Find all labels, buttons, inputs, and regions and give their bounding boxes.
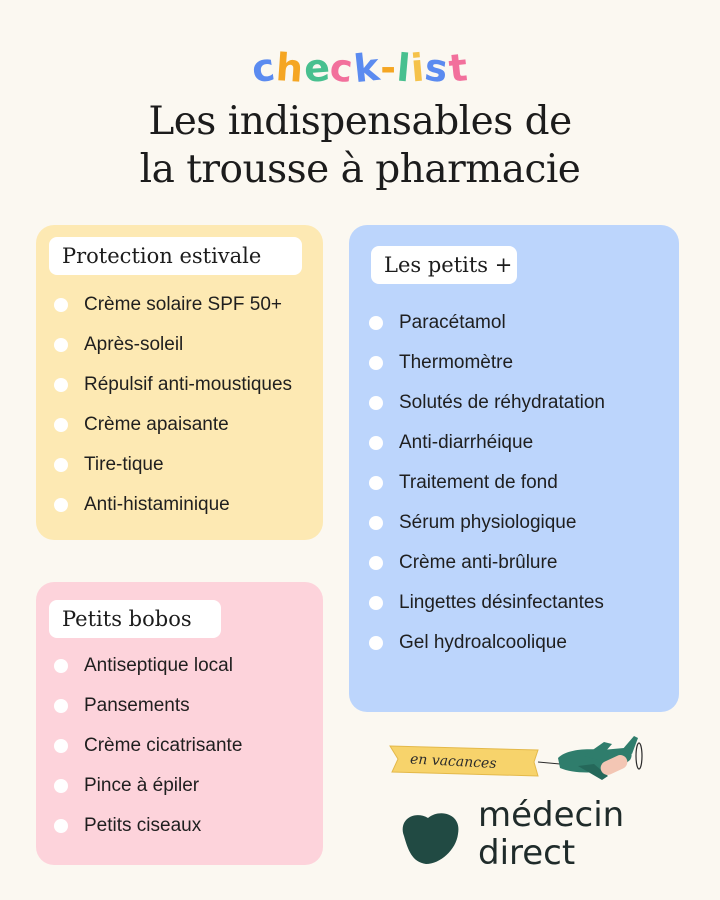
title-line-1: Les indispensables de xyxy=(148,99,572,144)
kicker-letter: i xyxy=(409,45,428,91)
small-injuries-card xyxy=(36,582,323,865)
checklist-item xyxy=(369,343,605,383)
vacation-plane-banner xyxy=(388,728,650,788)
small-injuries-list xyxy=(54,646,242,846)
bullet-circle-icon xyxy=(54,739,68,753)
checklist-item-label: Crème apaisante xyxy=(84,414,229,435)
kicker-letter: k xyxy=(351,44,383,92)
bullet-circle-icon xyxy=(54,779,68,793)
summer-protection-card xyxy=(36,225,323,540)
checklist-item-label: Anti-histaminique xyxy=(84,494,230,515)
checklist-item-label: Répulsif anti-moustiques xyxy=(84,374,293,395)
checklist-kicker xyxy=(0,44,720,92)
checklist-item xyxy=(54,445,292,485)
bullet-circle-icon xyxy=(54,378,68,392)
title-line-2: la trousse à pharmacie xyxy=(139,147,581,192)
kicker-letter: e xyxy=(302,45,332,91)
checklist-item-label: Pince à épiler xyxy=(84,775,200,796)
checklist-item-label: Petits ciseaux xyxy=(84,815,202,836)
kicker-letter: h xyxy=(274,45,306,91)
checklist-item xyxy=(54,726,242,766)
kicker-letter: t xyxy=(446,45,471,91)
checklist-item-label: Solutés de réhydratation xyxy=(399,392,605,413)
small-injuries-title: Petits bobos xyxy=(49,600,221,638)
bullet-circle-icon xyxy=(54,338,68,352)
bullet-circle-icon xyxy=(369,556,383,570)
checklist-item xyxy=(54,365,292,405)
checklist-item-label: Thermomètre xyxy=(399,352,514,373)
summer-protection-title: Protection estivale xyxy=(49,237,302,275)
brand-line-2: direct xyxy=(478,833,576,873)
checklist-item-label: Paracétamol xyxy=(399,312,506,333)
checklist-item-label: Pansements xyxy=(84,695,190,716)
kicker-letter: c xyxy=(328,44,357,92)
checklist-item xyxy=(369,623,605,663)
checklist-item-label: Crème solaire SPF 50+ xyxy=(84,294,282,315)
checklist-item-label: Crème anti-brûlure xyxy=(399,552,558,573)
checklist-item-label: Traitement de fond xyxy=(399,472,558,493)
checklist-item xyxy=(54,646,242,686)
bullet-circle-icon xyxy=(369,516,383,530)
brand-name xyxy=(478,796,624,872)
bullet-circle-icon xyxy=(54,418,68,432)
checklist-item xyxy=(369,303,605,343)
checklist-item-label: Sérum physiologique xyxy=(399,512,577,533)
bullet-circle-icon xyxy=(54,458,68,472)
checklist-item xyxy=(369,383,605,423)
bullet-circle-icon xyxy=(369,436,383,450)
checklist-item xyxy=(54,285,292,325)
brand-logo xyxy=(396,796,666,876)
checklist-item xyxy=(54,766,242,806)
bullet-circle-icon xyxy=(54,498,68,512)
page-title xyxy=(0,98,720,194)
bullet-circle-icon xyxy=(369,356,383,370)
kicker-letter: c xyxy=(249,44,279,92)
summer-protection-list xyxy=(54,285,292,525)
checklist-item xyxy=(54,806,242,846)
airplane-icon xyxy=(558,736,642,780)
checklist-item-label: Anti-diarrhéique xyxy=(399,432,534,453)
extras-list xyxy=(369,303,605,663)
heart-logo-icon xyxy=(396,806,466,868)
ribbon-banner xyxy=(390,746,538,776)
checklist-item-label: Gel hydroalcoolique xyxy=(399,632,567,653)
brand-line-1: médecin xyxy=(478,795,625,835)
checklist-item xyxy=(369,503,605,543)
bullet-circle-icon xyxy=(54,819,68,833)
checklist-item xyxy=(369,543,605,583)
checklist-item xyxy=(369,583,605,623)
checklist-item-label: Après-soleil xyxy=(84,334,184,355)
bullet-circle-icon xyxy=(54,298,68,312)
checklist-item-label: Tire-tique xyxy=(84,454,164,475)
checklist-item xyxy=(369,423,605,463)
banner-text: en vacances xyxy=(409,751,497,773)
kicker-letter: - xyxy=(380,46,398,90)
bullet-circle-icon xyxy=(369,316,383,330)
bullet-circle-icon xyxy=(369,636,383,650)
checklist-item xyxy=(54,325,292,365)
kicker-letter: s xyxy=(422,44,452,92)
bullet-circle-icon xyxy=(54,659,68,673)
checklist-item xyxy=(369,463,605,503)
kicker-letter: l xyxy=(395,45,413,91)
bullet-circle-icon xyxy=(54,699,68,713)
checklist-item xyxy=(54,686,242,726)
extras-card xyxy=(349,225,679,712)
bullet-circle-icon xyxy=(369,596,383,610)
checklist-item xyxy=(54,405,292,445)
checklist-item-label: Crème cicatrisante xyxy=(84,735,243,756)
checklist-item-label: Antiseptique local xyxy=(84,655,233,676)
checklist-item xyxy=(54,485,292,525)
extras-title: Les petits + xyxy=(371,246,517,284)
bullet-circle-icon xyxy=(369,396,383,410)
bullet-circle-icon xyxy=(369,476,383,490)
checklist-item-label: Lingettes désinfectantes xyxy=(399,592,604,613)
